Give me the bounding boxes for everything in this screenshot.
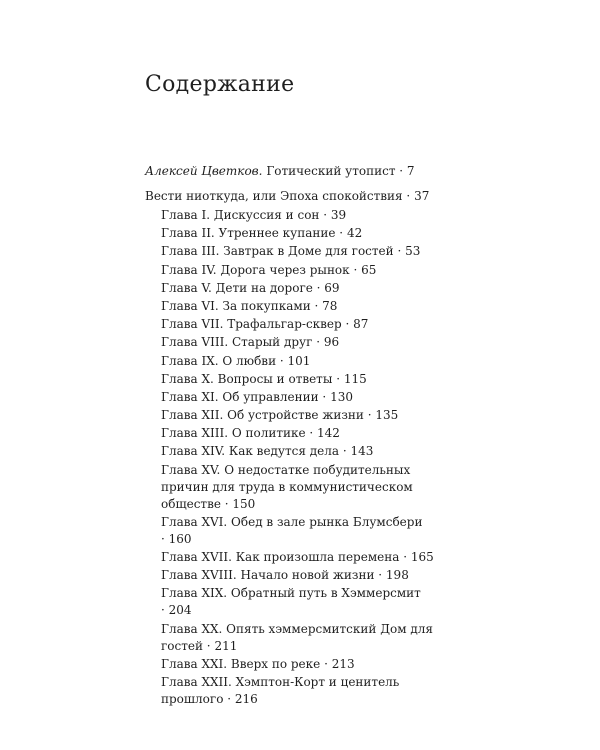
toc-entry-chapter (145, 443, 455, 460)
page-separator: · (395, 164, 407, 178)
page-separator: · (363, 408, 376, 423)
chapter-title: Глава XI. Об управлении (161, 389, 319, 404)
chapter-title: Глава XVII. Как произошла перемена (161, 550, 400, 564)
chapter-title: Глава XXII. Хэмптон-Корт и ценитель прошлого (161, 674, 400, 706)
chapter-page-number: 69 (324, 280, 340, 295)
page-title: Содержание (145, 72, 295, 97)
chapter-title: Глава XVIII. Начало новой жизни (161, 568, 375, 583)
chapter-title: Глава XIII. О политике (161, 426, 306, 441)
table-of-contents (145, 163, 455, 709)
toc-entry-chapter (145, 243, 455, 260)
toc-entry-chapter (145, 585, 455, 619)
toc-entry-chapter (145, 425, 455, 442)
page-separator: · (312, 335, 324, 350)
preface-page-number: 7 (406, 164, 415, 178)
page-separator: · (374, 568, 386, 583)
toc-entry-chapter (145, 262, 455, 279)
page-separator: · (349, 262, 362, 277)
toc-entry-chapter (145, 514, 455, 548)
chapter-page-number: 135 (375, 408, 399, 423)
page-separator: · (310, 298, 323, 313)
page-separator: · (341, 317, 354, 332)
page-separator: · (318, 389, 331, 404)
chapter-page-number: 216 (234, 691, 258, 706)
chapter-title: Глава XXI. Вверх по реке (161, 656, 321, 671)
chapter-title: Глава II. Утреннее купание (161, 226, 336, 241)
chapter-title: Глава V. Дети на дороге (161, 280, 313, 295)
toc-entry-chapter (145, 298, 455, 315)
toc-entry-chapter (145, 353, 455, 370)
chapter-page-number: 213 (331, 656, 355, 671)
chapter-title: Глава XII. Об устройстве жизни (161, 408, 364, 423)
chapter-page-number: 96 (323, 335, 340, 350)
toc-entry-chapter (145, 371, 455, 388)
chapter-title: Глава IV. Дорога через рынок (161, 262, 350, 277)
chapter-title: Глава XV. О недостатке побудительных причин для труда в коммунистическом обществе (161, 462, 413, 511)
chapter-page-number: 204 (168, 603, 192, 618)
chapter-title: Глава VI. За покупками (161, 298, 311, 313)
page-separator: · (320, 656, 332, 671)
page-separator: · (399, 550, 411, 564)
page-separator: · (393, 244, 406, 259)
page-separator: · (276, 353, 288, 368)
preface-author: Алексей Цветков. (145, 164, 263, 178)
chapter-title: Глава VIII. Старый друг (161, 335, 313, 350)
chapter-page-number: 53 (405, 244, 421, 259)
chapter-page-number: 211 (214, 638, 238, 653)
page-separator: · (305, 426, 318, 441)
chapter-page-number: 101 (287, 353, 311, 368)
page-separator: · (161, 603, 169, 618)
page-separator: · (312, 280, 325, 295)
toc-entry-chapter (145, 567, 455, 584)
chapter-page-number: 39 (330, 208, 347, 222)
toc-entry-chapter (145, 656, 455, 673)
page-separator: · (332, 371, 344, 386)
chapter-page-number: 78 (322, 298, 338, 313)
chapter-page-number: 65 (361, 262, 377, 277)
chapter-page-number: 142 (317, 426, 340, 441)
chapter-page-number: 143 (350, 444, 374, 459)
chapter-page-number: 150 (232, 496, 256, 511)
page-separator: · (319, 208, 331, 222)
toc-entry-chapter (145, 674, 455, 708)
toc-entry-chapter (145, 225, 455, 242)
chapter-page-number: 165 (410, 550, 434, 564)
page-separator: · (202, 638, 215, 653)
toc-entry-chapter (145, 316, 455, 333)
main-title: Вести ниоткуда, или Эпоха спокойствия (145, 189, 403, 203)
preface-title: Готический утопист (266, 164, 396, 178)
chapter-title: Глава I. Дискуссия и сон (161, 208, 320, 222)
page-separator: · (402, 189, 415, 203)
chapter-title: Глава XIX. Обратный путь в Хэммерсмит (161, 586, 421, 601)
toc-entry-preface (145, 163, 455, 180)
chapter-title: Глава XIV. Как ведутся дела (161, 444, 340, 459)
toc-entry-main-work (145, 188, 455, 205)
chapter-page-number: 130 (330, 389, 353, 404)
page-separator: · (335, 226, 347, 241)
toc-entry-chapter (145, 280, 455, 297)
main-page-number: 37 (414, 189, 430, 203)
toc-entry-chapter (145, 389, 455, 406)
toc-entry-chapter (145, 207, 455, 224)
page-separator: · (223, 691, 235, 706)
chapter-title: Глава XVI. Обед в зале рынка Блумсбери (161, 514, 423, 529)
page-separator: · (220, 496, 233, 511)
page-separator: · (339, 444, 351, 459)
chapter-title: Глава XX. Опять хэммерсмитский Дом для гостей (161, 621, 433, 653)
chapter-page-number: 160 (168, 531, 192, 546)
chapter-title: Глава VII. Трафальгар-сквер (161, 317, 342, 332)
toc-entry-chapter (145, 334, 455, 351)
chapter-page-number: 115 (343, 371, 367, 386)
chapter-title: Глава IX. О любви (161, 353, 277, 368)
chapter-page-number: 87 (353, 317, 369, 332)
toc-entry-chapter (145, 621, 455, 655)
chapter-page-number: 198 (385, 568, 409, 583)
page-separator: · (161, 531, 169, 546)
chapter-list (145, 207, 455, 708)
chapter-title: Глава III. Завтрак в Доме для гостей (161, 244, 394, 259)
toc-entry-chapter (145, 549, 455, 566)
chapter-page-number: 42 (346, 226, 363, 241)
toc-entry-chapter (145, 407, 455, 424)
toc-entry-chapter (145, 462, 455, 513)
chapter-title: Глава X. Вопросы и ответы (161, 371, 333, 386)
